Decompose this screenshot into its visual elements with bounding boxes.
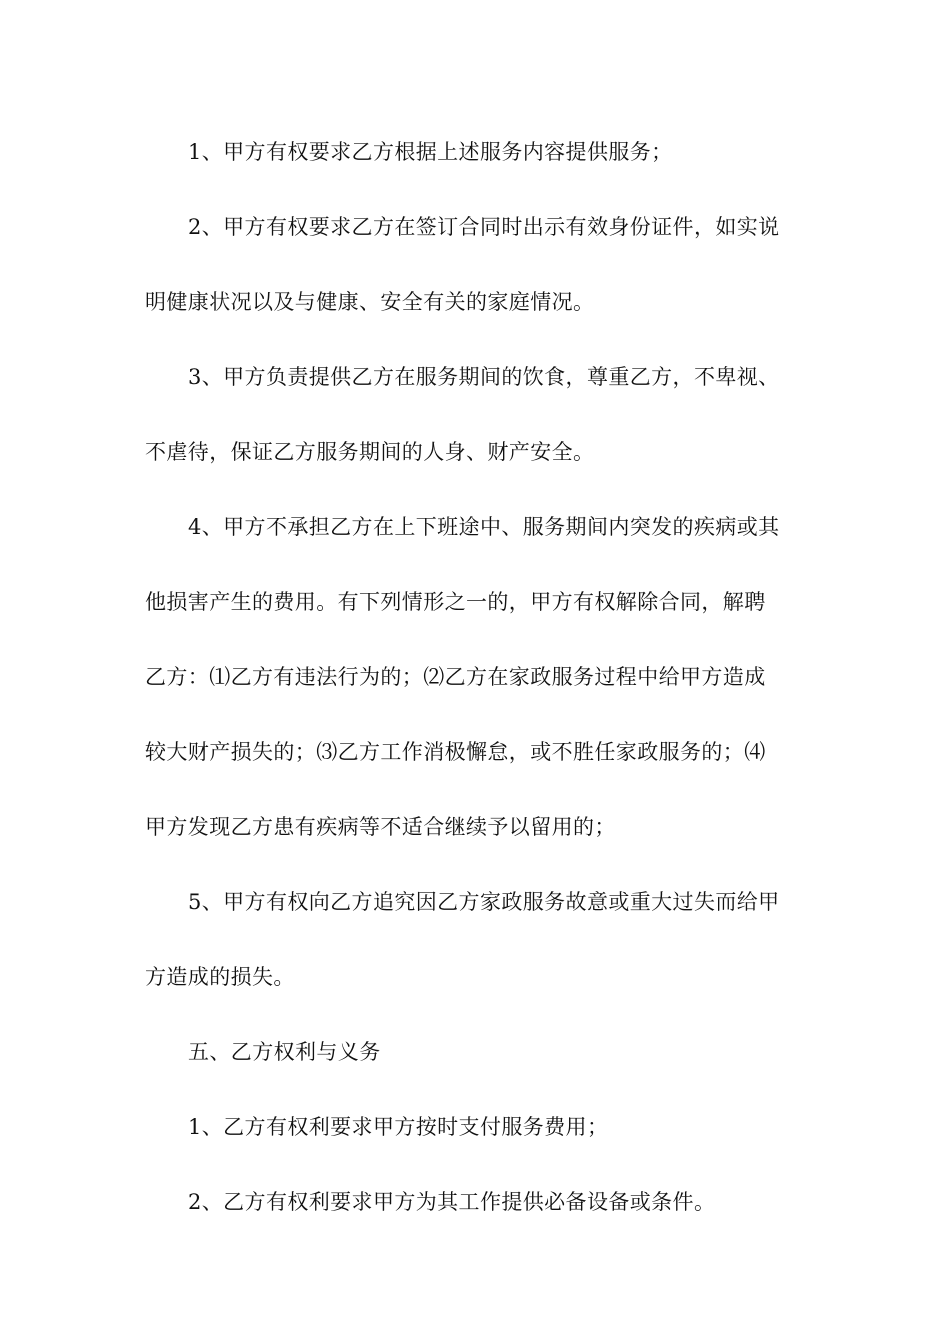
clause-2-line-2: 明健康状况以及与健康、安全有关的家庭情况。 [145, 290, 595, 314]
clause-4-line-4: 较大财产损失的；⑶乙方工作消极懈怠，或不胜任家政服务的；⑷ [145, 740, 766, 764]
clause-4-line-5: 甲方发现乙方患有疾病等不适合继续予以留用的； [145, 815, 616, 839]
clause-3-line-2: 不虐待，保证乙方服务期间的人身、财产安全。 [145, 440, 595, 464]
party-b-clause-2: 2、乙方有权利要求甲方为其工作提供必备设备或条件。 [188, 1190, 716, 1214]
party-b-clause-1: 1、乙方有权利要求甲方按时支付服务费用； [188, 1115, 609, 1139]
clause-5-line-2: 方造成的损失。 [145, 965, 295, 989]
clause-4-line-2: 他损害产生的费用。有下列情形之一的，甲方有权解除合同，解聘 [145, 590, 766, 614]
clause-4-line-1: 4、甲方不承担乙方在上下班途中、服务期间内突发的疾病或其 [188, 515, 780, 539]
section-heading: 五、乙方权利与义务 [188, 1040, 381, 1064]
clause-1-line: 1、甲方有权要求乙方根据上述服务内容提供服务； [188, 140, 673, 164]
clause-5-line-1: 5、甲方有权向乙方追究因乙方家政服务故意或重大过失而给甲 [188, 890, 780, 914]
clause-2-line-1: 2、甲方有权要求乙方在签订合同时出示有效身份证件，如实说 [188, 215, 780, 239]
clause-4-line-3: 乙方：⑴乙方有违法行为的；⑵乙方在家政服务过程中给甲方造成 [145, 665, 766, 689]
clause-3-line-1: 3、甲方负责提供乙方在服务期间的饮食，尊重乙方，不卑视、 [188, 365, 780, 389]
